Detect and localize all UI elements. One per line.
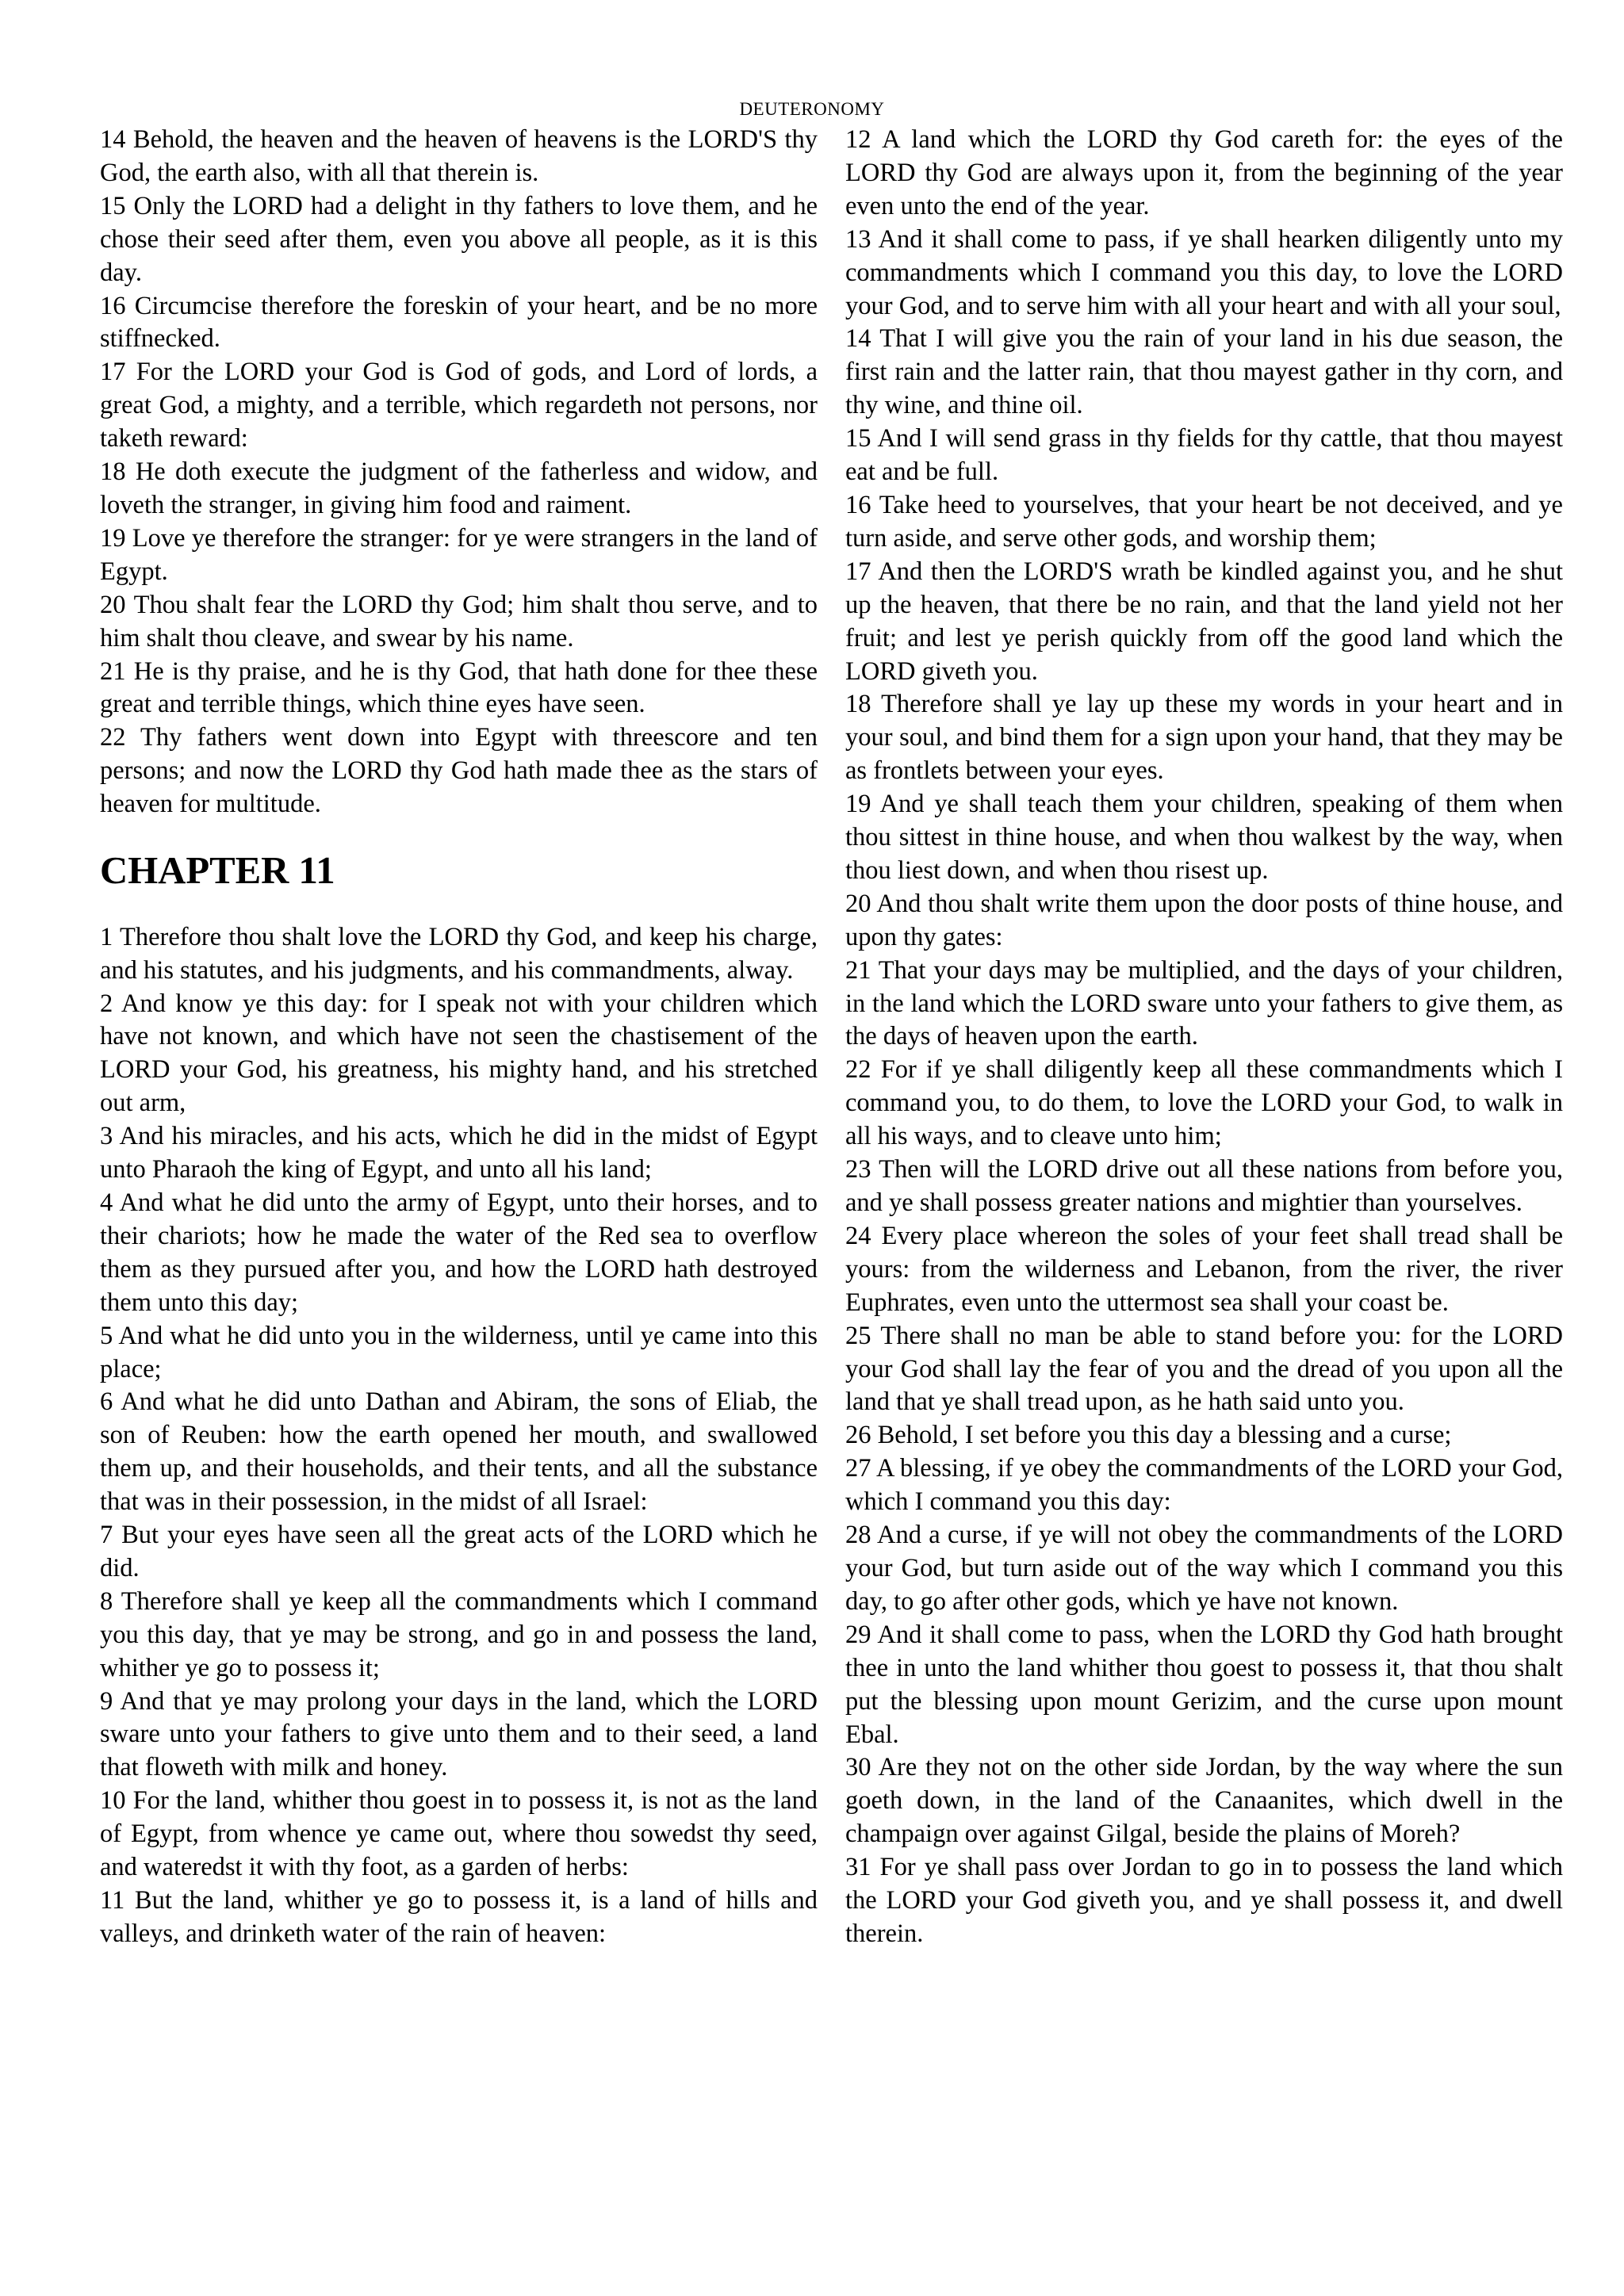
verse-11-13: 13 And it shall come to pass, if ye shall hearken diligently unto my commandments which I command you this day, to love the LORD your God, and to serve him with all your heart and with all your soul, xyxy=(845,224,1563,320)
verse-11-8: 8 Therefore shall ye keep all the commandments which I command you this day, that ye may be strong, and go in and possess the land, whither ye go to possess it; xyxy=(100,1586,818,1682)
verse-11-28: 28 And a curse, if ye will not obey the commandments of the LORD your God, but turn aside out of the way which I command you this day, to go after other gods, which ye have not known. xyxy=(845,1521,1563,1616)
verse-11-4: 4 And what he did unto the army of Egypt, unto their horses, and to their chariots; how he made the water of the Red sea to overflow them as they pursued after you, and how the LORD hath destroyed them unto this day; xyxy=(100,1188,818,1317)
verse-11-23: 23 Then will the LORD drive out all these nations from before you, and ye shall possess greater nations and mightier than yourselves. xyxy=(845,1155,1563,1217)
verse-11-2: 2 And know ye this day: for I speak not with your children which have not known, and which have not seen the chastisement of the LORD your God, his greatness, his mighty hand, and his stretched out arm, xyxy=(100,989,818,1118)
verse-11-11: 11 But the land, whither ye go to possess it, is a land of hills and valleys, and drinketh water of the rain of heaven: xyxy=(100,1886,818,1948)
verse-11-15: 15 And I will send grass in thy fields for thy cattle, that thou mayest eat and be full. xyxy=(845,424,1563,487)
verse-11-29: 29 And it shall come to pass, when the LORD thy God hath brought thee in unto the land whither thou goest to possess it, that thou shalt put the blessing upon mount Gerizim, and the curse upon mount Ebal. xyxy=(845,1620,1563,1749)
verse-11-5: 5 And what he did unto you in the wilderness, until ye came into this place; xyxy=(100,1321,818,1383)
verse-11-19: 19 And ye shall teach them your children, speaking of them when thou sittest in thine house, and when thou walkest by the way, when thou liest down, and when thou risest up. xyxy=(845,790,1563,885)
verse-11-25: 25 There shall no man be able to stand before you: for the LORD your God shall lay the fear of you and the dread of you upon all the land that ye shall tread upon, as he hath said unto you. xyxy=(845,1321,1563,1417)
verse-11-22: 22 For if ye shall diligently keep all these commandments which I command you, to do them, to love the LORD your God, to walk in all his ways, and to cleave unto him; xyxy=(845,1055,1563,1151)
verse-11-31: 31 For ye shall pass over Jordan to go in to possess the land which the LORD your God giveth you, and ye shall possess it, and dwell therein. xyxy=(845,1853,1563,1948)
verse-11-14: 14 That I will give you the rain of your land in his due season, the first rain and the latter rain, that thou mayest gather in thy corn, and thy wine, and thine oil. xyxy=(845,324,1563,420)
right-column xyxy=(845,124,1563,1951)
verse-11-27: 27 A blessing, if ye obey the commandments of the LORD your God, which I command you this day: xyxy=(845,1454,1563,1517)
verse-11-21: 21 That your days may be multiplied, and the days of your children, in the land which the LORD sware unto your fathers to give them, as the days of heaven upon the earth. xyxy=(845,955,1563,1051)
verse-11-1: 1 Therefore thou shalt love the LORD thy God, and keep his charge, and his statutes, and his judgments, and his commandments, alway. xyxy=(100,922,818,985)
verse-10-14: 14 Behold, the heaven and the heaven of heavens is the LORD'S thy God, the earth also, with all that therein is. xyxy=(100,125,818,187)
verse-11-20: 20 And thou shalt write them upon the door posts of thine house, and upon thy gates: xyxy=(845,889,1563,951)
verse-11-6: 6 And what he did unto Dathan and Abiram, the sons of Eliab, the son of Reuben: how the earth opened her mouth, and swallowed them up, and their households, and their tents, and all the substance that was in their possession, in the midst of all Israel: xyxy=(100,1387,818,1517)
verse-11-10: 10 For the land, whither thou goest in to possess it, is not as the land of Egypt, from whence ye came out, where thou sowedst thy seed, and wateredst it with thy foot, as a garden of herbs: xyxy=(100,1786,818,1882)
verse-11-17: 17 And then the LORD'S wrath be kindled against you, and he shut up the heaven, that there be no rain, and that the land yield not her fruit; and lest ye perish quickly from off the good land which the LORD giveth you. xyxy=(845,557,1563,686)
left-column xyxy=(100,124,818,1951)
verse-10-22: 22 Thy fathers went down into Egypt with threescore and ten persons; and now the LORD thy God hath made thee as the stars of heaven for multitude. xyxy=(100,723,818,819)
verse-11-9: 9 And that ye may prolong your days in the land, which the LORD sware unto your fathers to give unto them and to their seed, a land that floweth with milk and honey. xyxy=(100,1686,818,1782)
verse-11-26: 26 Behold, I set before you this day a blessing and a curse; xyxy=(845,1421,1452,1450)
verse-11-7: 7 But your eyes have seen all the great acts of the LORD which he did. xyxy=(100,1521,818,1582)
chapter-heading: CHAPTER 11 xyxy=(100,848,335,892)
verse-11-3: 3 And his miracles, and his acts, which he did in the midst of Egypt unto Pharaoh the king of Egypt, and unto all his land; xyxy=(100,1122,818,1184)
verse-11-16: 16 Take heed to yourselves, that your heart be not deceived, and ye turn aside, and serve other gods, and worship them; xyxy=(845,490,1563,553)
verse-11-18: 18 Therefore shall ye lay up these my words in your heart and in your soul, and bind them for a sign upon your hand, that they may be as frontlets between your eyes. xyxy=(845,690,1563,786)
verse-10-21: 21 He is thy praise, and he is thy God, that hath done for thee these great and terrible things, which thine eyes have seen. xyxy=(100,656,818,719)
verse-11-12: 12 A land which the LORD thy God careth for: the eyes of the LORD thy God are always upon it, from the beginning of the year even unto the end of the year. xyxy=(845,125,1563,220)
verse-10-20: 20 Thou shalt fear the LORD thy God; him shalt thou serve, and to him shalt thou cleave, and swear by his name. xyxy=(100,590,818,652)
running-head: DEUTERONOMY xyxy=(739,99,885,119)
verse-11-30: 30 Are they not on the other side Jordan, by the way where the sun goeth down, in the land of the Canaanites, which dwell in the champaign over against Gilgal, beside the plains of Moreh? xyxy=(845,1753,1563,1849)
verse-11-24: 24 Every place whereon the soles of your feet shall tread shall be yours: from the wilderness and Lebanon, from the river, the river Euphrates, even unto the uttermost sea shall your coast be. xyxy=(845,1221,1563,1317)
verse-10-19: 19 Love ye therefore the stranger: for ye were strangers in the land of Egypt. xyxy=(100,523,818,586)
verse-10-16: 16 Circumcise therefore the foreskin of your heart, and be no more stiffnecked. xyxy=(100,291,818,354)
verse-10-15: 15 Only the LORD had a delight in thy fathers to love them, and he chose their seed after them, even you above all people, as it is this day. xyxy=(100,191,818,287)
verse-10-17: 17 For the LORD your God is God of gods, and Lord of lords, a great God, a mighty, and a terrible, which regardeth not persons, nor taketh reward: xyxy=(100,358,818,453)
verse-10-18: 18 He doth execute the judgment of the fatherless and widow, and loveth the stranger, in giving him food and raiment. xyxy=(100,457,818,519)
